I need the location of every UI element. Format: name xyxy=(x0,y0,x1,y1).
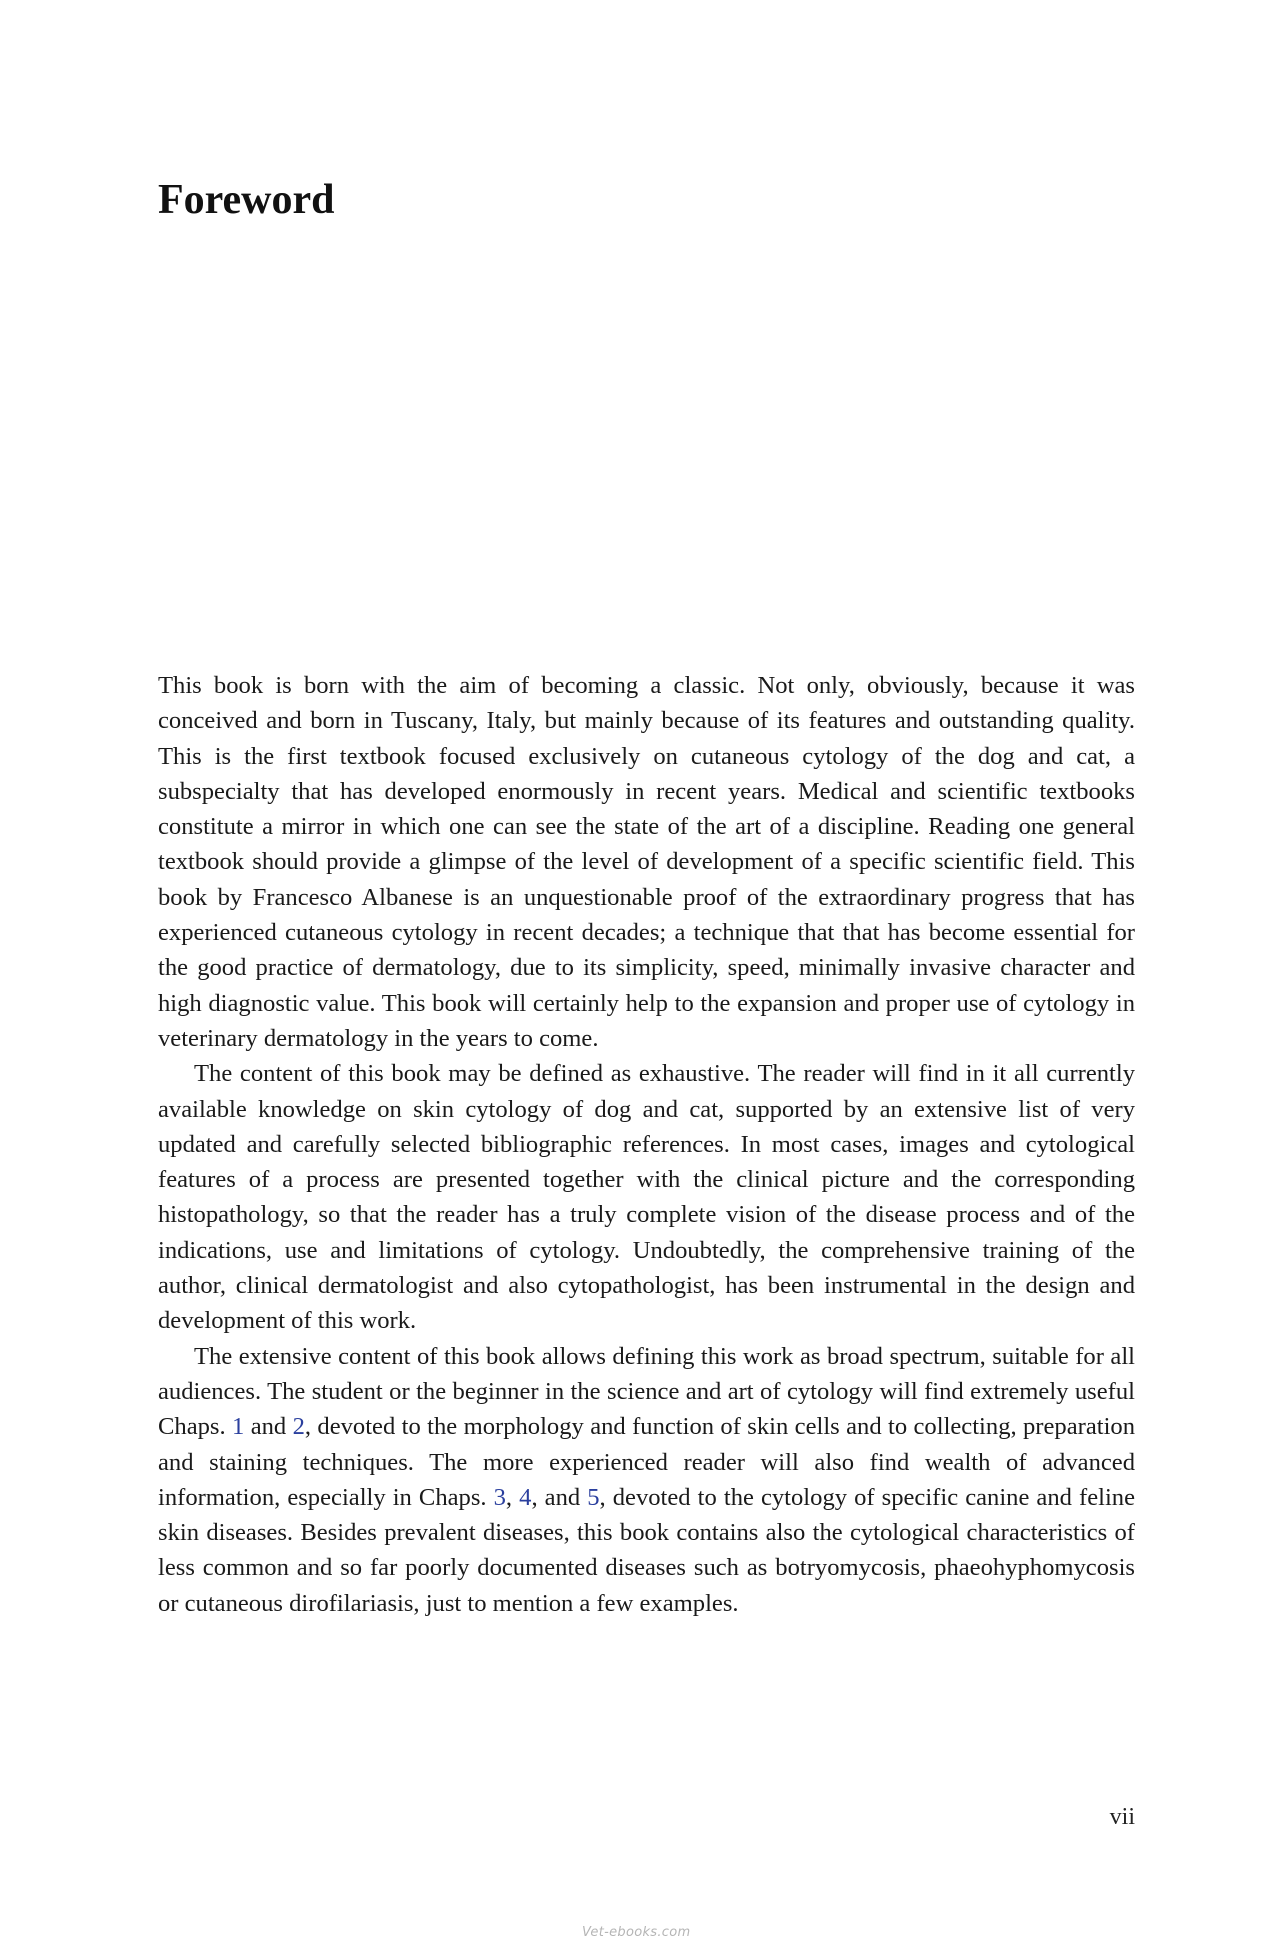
paragraph-3-text: , and xyxy=(531,1483,588,1511)
page-title: Foreword xyxy=(158,177,335,223)
paragraph-3 xyxy=(158,1339,1135,1621)
page-number: vii xyxy=(1109,1804,1135,1830)
paragraph-3-text: , xyxy=(505,1483,520,1511)
chapter-link-4[interactable]: 4 xyxy=(519,1483,532,1511)
foreword-body xyxy=(158,668,1135,1621)
chapter-link-3[interactable]: 3 xyxy=(493,1483,506,1511)
paragraph-1: This book is born with the aim of becoming a classic. Not only, obviously, because it was conceived and born in Tuscany, Italy, but mainly because of its features and outstanding quality. This is the first textbook focused exclusively on cutaneous cytology of the dog and cat, a subspecialty that has developed enormously in recent years. Medical and scientific textbooks constitute a mirror in which one can see the state of the art of a discipline. Reading one general textbook should provide a glimpse of the level of development of a specific scientific field. This book by Francesco Albanese is an unquestionable proof of the extraordinary progress that has experienced cutaneous cytology in recent decades; a technique that that has become essential for the good practice of dermatology, due to its simplicity, speed, minimally invasive character and high diagnostic value. This book will certainly help to the expansion and proper use of cytology in veterinary dermatology in the years to come. xyxy=(158,672,1135,1052)
paragraph-3-text: The extensive content of this book allows defining this work as broad spectrum, suitable for all audiences. The student or the beginner in the science and art of cytology will find extremely useful Chaps. xyxy=(158,1342,1135,1441)
chapter-link-5[interactable]: 5 xyxy=(587,1483,600,1511)
paragraph-3-text: , devoted to the morphology and function of skin cells and to collecting, preparation and staining techniques. The more experienced reader will also find wealth of advanced information, especially in Chaps. xyxy=(158,1413,1135,1511)
paragraph-3-text: , devoted to the cytology of specific canine and feline skin diseases. Besides prevalent diseases, this book contains also the cytological characteristics of less common and so far poorly documented diseases such as botryomycosis, phaeohyphomycosis or cutaneous dirofilariasis, just to mention a few examples. xyxy=(158,1483,1135,1617)
chapter-link-2[interactable]: 2 xyxy=(292,1413,305,1441)
paragraph-3-text: and xyxy=(244,1413,293,1441)
chapter-link-1[interactable]: 1 xyxy=(232,1413,245,1441)
paragraph-2: The content of this book may be defined as exhaustive. The reader will find in it all currently available knowledge on skin cytology of dog and cat, supported by an extensive list of very updated and carefully selected bibliographic references. In most cases, images and cytological features of a process are presented together with the clinical picture and the corresponding histopathology, so that the reader has a truly complete vision of the disease process and of the indications, use and limitations of cytology. Undoubtedly, the comprehensive training of the author, clinical dermatologist and also cytopathologist, has been instrumental in the design and development of this work. xyxy=(158,1060,1135,1335)
watermark-logo: Vet-ebooks.com xyxy=(582,1925,691,1940)
